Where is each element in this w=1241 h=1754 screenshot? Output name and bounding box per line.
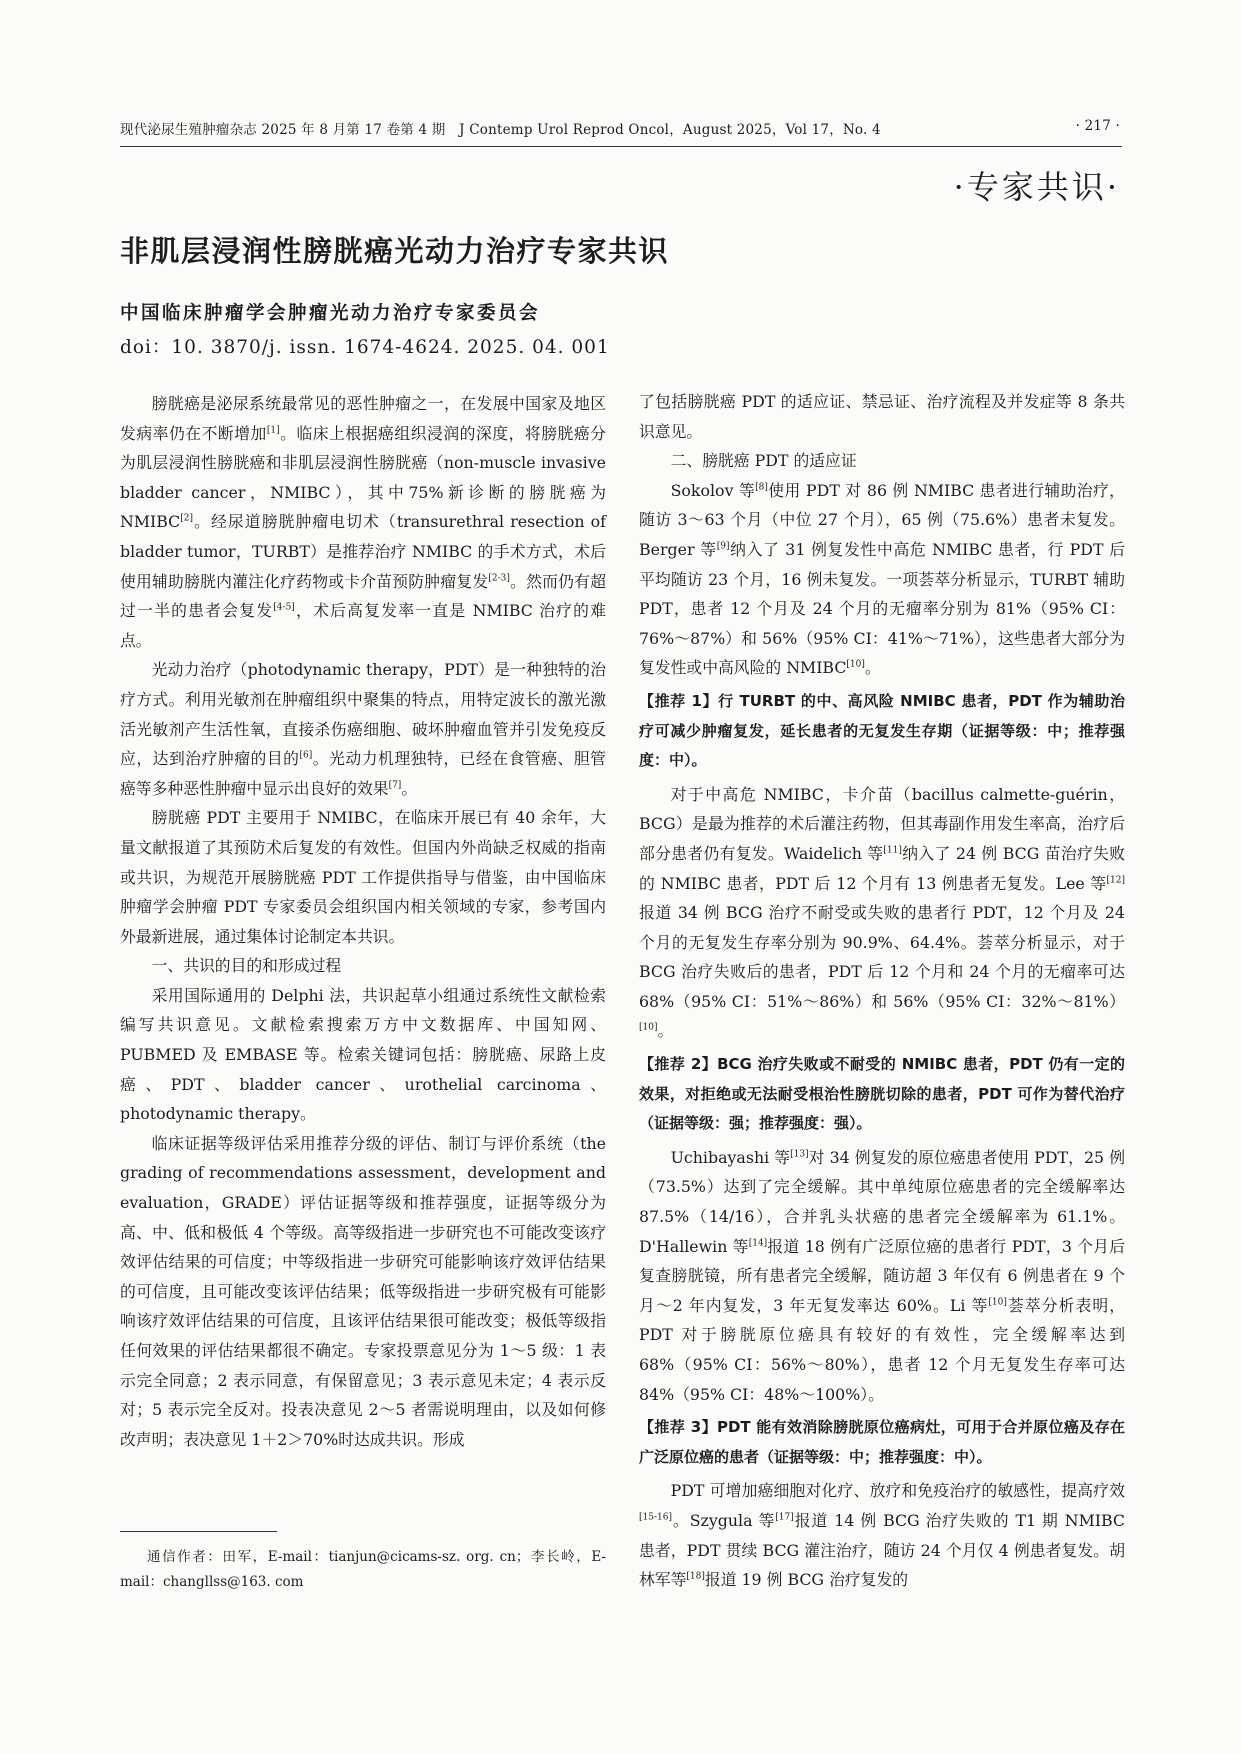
recommendation-2: 【推荐 2】BCG 治疗失败或不耐受的 NMIBC 患者，PDT 仍有一定的效果，对拒绝或无法耐受根治性膀胱切除的患者，PDT 可作为替代治疗（证据等级：强；推荐强度：强）。 [639,1055,1125,1133]
citation-marker: [2-3] [488,573,510,584]
citation-marker: [2] [180,514,193,525]
citation-marker: [9] [716,541,730,552]
citation-marker: [4-5] [273,602,295,613]
citation-marker: [17] [775,1512,794,1523]
journal-info: 现代泌尿生殖肿瘤杂志 2025 年 8 月第 17 卷第 4 期 J Contemp Urol Reprod Oncol，August 2025，Vol 17，No. 4 [120,122,881,138]
article-title: 非肌层浸润性膀胱癌光动力治疗专家共识 [120,234,670,268]
section-tag: ·专家共识· [953,168,1120,206]
citation-marker: [10] [988,1297,1007,1308]
paragraph: Uchibayashi 等[13]对 34 例复发的原位癌患者使用 PDT，25 例（73.5%）达到了完全缓解。其中单纯原位癌患者的完全缓解率达 87.5%（14/16），合并乳头状癌的患者完全缓解率为 61.1%。D'Hallewin 等[14]报道 18 例有广泛原位癌的患者行 PDT，3 个月后复查膀胱镜，所有患者完全缓解，随访超 3 年仅有 6 例患者在 9 个月～2 年内复发，3 年无复发率达 60%。Li 等[10]荟萃分析表明，PDT 对于膀胱原位癌具有较好的有效性，完全缓解率达到 68%（95% CI：56%～80%），患者 12 个月无复发生存率可达 84%（95% CI：48%～100%）。 [639,1147,1125,1404]
citation-marker: [8] [755,482,768,493]
paragraph: 临床证据等级评估采用推荐分级的评估、制订与评价系统（the grading of recommendations assessment，development and evaluation，GRADE）评估证据等级和推荐强度，证据等级分为高、中、低和极低 4 个等级。高等级指进一步研究也不可能改变该疗效评估结果的可信度；中等级指进一步研究可能影响该疗效评估结果的可信度，且可能改变该评估结果；低等级指进一步研究极有可能影响该疗效评估结果的可信度，且该评估结果很可能改变；极低等级指任何效果的评估结果都很不确定。专家投票意见分为 1～5 级：1 表示完全同意；2 表示同意，有保留意见；3 表示意见未定；4 表示反对；5 表示完全反对。投表决意见 2～5 者需说明理由，以及如何修改声明；表决意见 1＋2＞70%时达成共识。形成 [120,1133,606,1449]
paragraph: 采用国际通用的 Delphi 法，共识起草小组通过系统性文献检索编写共识意见。文献检索搜索万方中文数据库、中国知网、PUBMED 及 EMBASE 等。检索关键词包括：膀胱癌、尿路上皮癌、PDT、bladder cancer、urothelial carcinoma、photodynamic therapy。 [120,985,606,1124]
citation-marker: [11] [883,845,902,856]
footnote-rule [120,1531,277,1532]
citation-marker: [12] [1106,875,1125,886]
doi-line: doi：10. 3870/j. issn. 1674-4624. 2025. 04. 001 [120,337,610,358]
author-line: 中国临床肿瘤学会肿瘤光动力治疗专家委员会 [120,303,541,324]
citation-marker: [13] [790,1149,809,1160]
citation-marker: [1] [266,425,280,436]
paragraph-continued: 了包括膀胱癌 PDT 的适应证、禁忌证、治疗流程及并发症等 8 条共识意见。 [639,392,1125,441]
recommendation-1: 【推荐 1】行 TURBT 的中、高风险 NMIBC 患者，PDT 作为辅助治疗可减少肿瘤复发，延长患者的无复发生存期（证据等级：中；推荐强度：中）。 [639,691,1125,770]
citation-marker: [10] [846,660,865,671]
citation-marker: [7] [388,780,402,791]
recommendation-3: 【推荐 3】PDT 能有效消除膀胱原位癌病灶，可用于合并原位癌及存在广泛原位癌的患者（证据等级：中；推荐强度：中）。 [639,1418,1125,1466]
paragraph: 膀胱癌 PDT 主要用于 NMIBC，在临床开展已有 40 余年，大量文献报道了其预防术后复发的有效性。但国内外尚缺乏权威的指南或共识，为规范开展膀胱癌 PDT 工作提供指导与借鉴，由中国临床肿瘤学会肿瘤 PDT 专家委员会组织国内相关领域的专家，参考国内外最新进展，通过集体讨论制定本共识。 [120,808,606,946]
paragraph: 光动力治疗（photodynamic therapy，PDT）是一种独特的治疗方式。利用光敏剂在肿瘤组织中聚集的特点，用特定波长的激光激活光敏剂产生活性氧，直接杀伤癌细胞、破坏肿瘤血管并引发免疫反应，达到治疗肿瘤的目的[6]。光动力机理独特，已经在食管癌、胆管癌等多种恶性肿瘤中显示出良好的效果[7]。 [120,660,606,798]
paragraph: 对于中高危 NMIBC，卡介苗（bacillus calmette-guérin，BCG）是最为推荐的术后灌注药物，但其毒副作用发生率高，治疗后部分患者仍有复发。Waidelich 等[11]纳入了 24 例 BCG 苗治疗失败的 NMIBC 患者，PDT 后 12 个月有 13 例患者无复发。Lee 等[12]报道 34 例 BCG 治疗不耐受或失败的患者行 PDT，12 个月及 24 个月的无复发生存率分别为 90.9%、64.4%。荟萃分析显示，对于 BCG 治疗失败后的患者，PDT 后 12 个月和 24 个月的无瘤率可达 68%（95% CI：51%～86%）和 56%（95% CI：32%～81%）[10]。 [639,784,1125,1041]
running-header [120,118,1120,142]
header-rule [120,146,1122,147]
citation-marker: [6] [299,750,313,761]
citation-marker: [15-16] [639,1512,672,1523]
citation-marker: [10] [639,1023,658,1034]
citation-marker: [14] [748,1238,768,1249]
section-heading: 一、共识的目的和形成过程 [151,956,342,976]
citation-marker: [18] [686,1571,705,1582]
right-column [639,387,1125,1595]
corresponding-author-footnote: 通信作者：田军，E-mail：tianjun@cicams-sz. org. cn；李长岭，E-mail：changllss@163. com [120,1549,606,1590]
paragraph: 膀胱癌是泌尿系统最常见的恶性肿瘤之一，在发展中国家及地区发病率仍在不断增加[1]。临床上根据癌组织浸润的深度，将膀胱癌分为肌层浸润性膀胱癌和非肌层浸润性膀胱癌（non-muscle invasive bladder cancer，NMIBC），其中75%新诊断的膀胱癌为NMIBC[2]。经尿道膀胱肿瘤电切术（transurethral resection of bladder tumor，TURBT）是推荐治疗 NMIBC 的手术方式，术后使用辅助膀胱内灌注化疗药物或卡介苗预防肿瘤复发[2-3]。然而仍有超过一半的患者会复发[4-5]，术后高复发率一直是 NMIBC 治疗的难点。 [120,394,606,650]
paragraph: PDT 可增加癌细胞对化疗、放疗和免疫治疗的敏感性，提高疗效[15-16]。Szygula 等[17]报道 14 例 BCG 治疗失败的 T1 期 NMIBC 患者，PDT 贯续 BCG 灌注治疗，随访 24 个月仅 4 例患者复发。胡林军等[18]报道 19 例 BCG 治疗复发的 [639,1481,1126,1590]
paragraph: Sokolov 等[8]使用 PDT 对 86 例 NMIBC 患者进行辅助治疗，随访 3～63 个月（中位 27 个月），65 例（75.6%）患者未复发。Berger 等[9]纳入了 31 例复发性中高危 NMIBC 患者，行 PDT 后平均随访 23 个月，16 例未复发。一项荟萃分析显示，TURBT 辅助 PDT，患者 12 个月及 24 个月的无瘤率分别为 81%（95% CI：76%～87%）和 56%（95% CI：41%～71%），这些患者大部分为复发性或中高风险的 NMIBC[10]。 [639,480,1125,678]
section-heading: 二、膀胱癌 PDT 的适应证 [670,451,857,471]
left-column [120,389,606,1454]
page-number: · 217 · [1075,118,1120,134]
